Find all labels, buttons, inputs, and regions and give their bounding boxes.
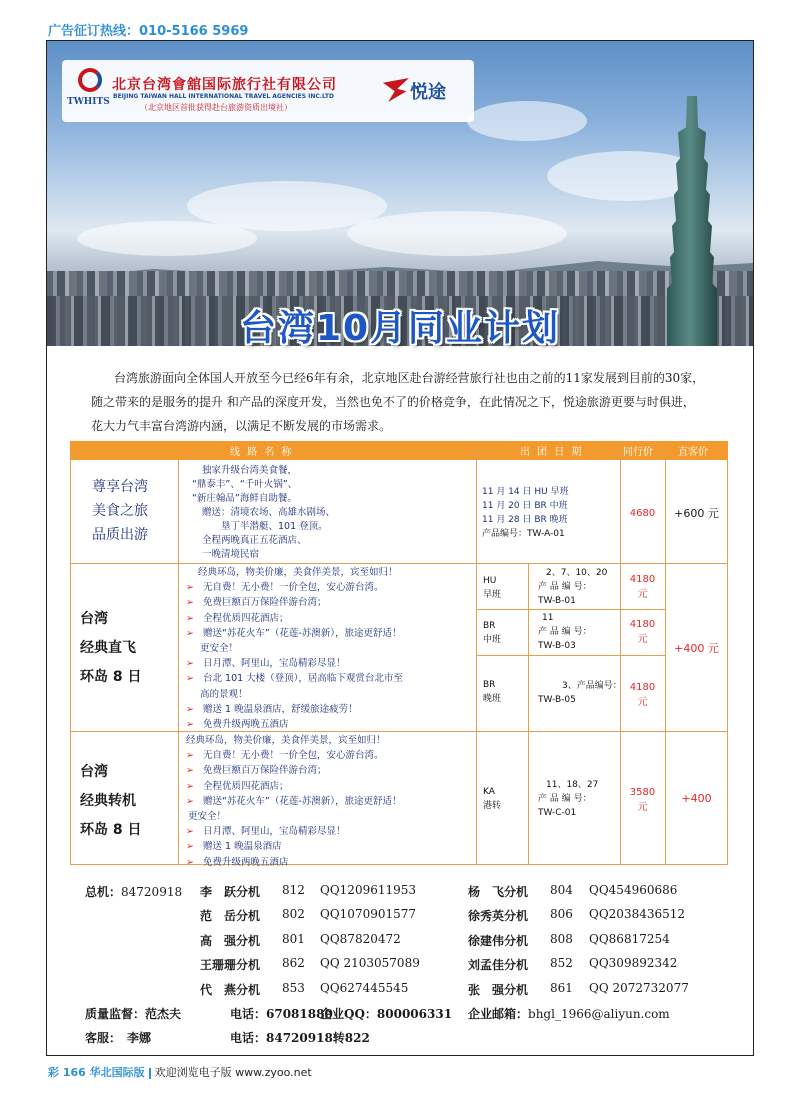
date-line: 11 [542,613,554,623]
contact-ext: 862 [282,956,305,970]
contact-qq: QQ 2103057089 [320,956,420,970]
route-name-line: 尊享台湾 [92,479,148,495]
header-trade-price: 同行价 [623,447,653,458]
trade-price: 4680 [629,508,656,519]
route-name-line: 经典转机 [80,793,136,809]
date-line: 11 月 20 日 BR 中班 [482,501,568,511]
flight-code: BR [483,680,496,690]
header-dates: 出 团 日 期 [520,447,584,458]
feature-line: 无自费！无小费！一价全包，安心游台湾。 [203,582,384,594]
date-line: 11 月 28 日 BR 晚班 [482,515,568,525]
contact-qq: QQ454960686 [589,883,678,897]
date-line: 11 月 14 日 HU 早班 [482,487,569,497]
product-code: 产品编号：TW-A-01 [482,529,565,539]
product-code: TW-B-01 [538,596,576,606]
price-value: 3580 [629,787,656,798]
page-footer [48,1064,312,1080]
dates-br-mid [538,611,592,653]
contact-ext: 852 [550,956,573,970]
flight-slot: 中班 [483,635,502,645]
feature-line: 全程优质四花酒店； [203,780,289,792]
flight-slot: 晚班 [483,694,502,704]
contact-name: 高 强分机 [200,934,261,948]
price-unit: 元 [637,589,648,600]
feature-line: 赠送 1 晚温泉酒店 [203,841,282,853]
quality-phone: 电话：67081880 [230,1007,333,1021]
feature-line: 赠送“苏花火车”（花莲-苏澳新），旅途更舒适！ [203,627,402,639]
feature-line: “新庄翰品”海鲜自助餐。 [192,493,297,504]
trade-price-br-late [620,680,665,710]
feature-line: 赠送“苏花火车”（花莲-苏澳新），旅途更舒适！ [203,795,402,807]
customer-service: 客服： 李娜 [85,1031,152,1045]
contact-name: 代 燕分机 [200,983,261,997]
route-features-transfer: 经典环岛，物美价廉，美食伴美景，宾至如归！ ➢ 无自费！无小费！一价全包，安心游台湾。 ➢ 免费巨额百万保险伴游台湾； ➢ 全程优质四花酒店； ➢ 赠送“苏花火车”（花莲-苏澳新），旅途更舒适！ 更安全！ ➢ 日月潭、阿里山，宝岛精彩尽显！ ➢ 赠送 1 晚温泉酒店 ➢ 免费升级两晚五酒店 [186,735,402,868]
main-label: 总机： [85,885,122,899]
feature-line: 赠送：清境农场、高雄水剧场、 [202,507,336,518]
route-name-line: 经典直飞 [80,640,136,656]
product-code: TW-C-01 [538,808,577,818]
route-name-direct [80,605,142,692]
product-code-label: 3、产品编号： [562,681,622,691]
feature-line: 一晚清境民宿 [202,549,260,560]
date-line: 2、7、10、20 [546,568,608,578]
intro-paragraph [90,366,748,438]
flight-code: HU [483,576,497,586]
feature-line: 免费升级两晚五酒店 [203,856,289,868]
contact-qq: QQ87820472 [320,932,401,946]
dates-hu [538,566,607,608]
trade-price-hu [620,572,665,602]
dates-br-late [538,679,622,707]
feature-line: 经典环岛，物美价廉，美食伴美景，宾至如归！ [198,567,398,578]
contact-ext: 804 [550,883,573,897]
route-dates-gourmet [482,485,569,541]
route-name-line: 台湾 [80,764,108,780]
company-name-en: BEIJING TAIWAN HALL INTERNATIONAL TRAVEL AGENCIES INC.LTD [113,93,334,100]
product-code-label: 产 品 编 号： [538,794,592,804]
contact-name: 杨 飞分机 [468,885,529,899]
product-code-label: 产 品 编 号： [538,582,592,592]
flight-code: KA [483,787,495,797]
feature-line: 全程优质四花酒店； [203,612,289,624]
price-value: 4180 [629,574,656,585]
contact-qq: QQ2038436512 [589,907,686,921]
dates-ka [538,778,598,820]
route-name-gourmet [92,475,148,547]
feature-line: 独家升级台湾美食餐， [202,465,298,476]
feature-line: 经典环岛，物美价廉，美食伴美景，宾至如归！ [186,735,386,746]
contact-qq: QQ1209611953 [320,883,417,897]
flight-code: BR [483,621,496,631]
route-name-line: 品质出游 [92,527,148,543]
contact-left-0 [200,883,260,900]
flight-br-mid [483,619,501,647]
direct-price-transfer: +400 [681,792,712,805]
feature-line: 日月潭、阿里山，宝岛精彩尽显！ [203,826,346,838]
contact-qq: QQ309892342 [589,956,678,970]
contact-name: 范 岳分机 [200,909,261,923]
contact-ext: 801 [282,932,305,946]
feature-line: “鼎泰丰”、“千叶火锅”、 [192,479,298,490]
direct-price: +600 元 [674,507,719,520]
contact-name: 李 跃分机 [200,885,261,899]
quality-supervisor: 质量监督：范杰夫 [85,1007,182,1021]
contact-ext: 802 [282,907,305,921]
route-name-line: 环岛 8 日 [80,822,142,838]
contact-ext: 861 [550,981,573,995]
footer-link[interactable]: 欢迎浏览电子版 www.zyoo.net [154,1066,312,1079]
intro-line: 花大力气丰富台湾游内涵，以满足不断发展的市场需求。 [91,419,392,433]
flight-br-late [483,678,501,706]
feature-line: 免费巨额百万保险伴游台湾； [203,597,327,609]
price-unit: 元 [637,802,648,813]
contact-qq: QQ 2072732077 [589,981,689,995]
main-number: 84720918 [121,885,183,899]
feature-line: 高的景观！ [200,688,248,700]
route-features-gourmet [192,464,335,562]
direct-price-direct: +400 元 [674,642,719,655]
feature-line: 台北 101 大楼（登顶），居高临下观赏台北市至 [203,673,403,685]
company-name-cn: 北京台湾會舘国际旅行社有限公司 [112,77,337,93]
flight-slot: 早班 [483,590,502,600]
company-note: （北京地区首批获得赴台旅游资质出境社） [140,103,292,112]
contact-ext: 812 [282,883,305,897]
product-code: TW-B-03 [538,641,576,651]
contact-name: 张 强分机 [468,983,529,997]
product-code-label: 产 品 编 号： [538,627,592,637]
route-name-line: 环岛 8 日 [80,669,142,685]
feature-line: 免费巨额百万保险伴游台湾； [203,765,327,777]
contact-qq: QQ86817254 [589,932,670,946]
route-name-line: 台湾 [80,611,108,627]
feature-line: 更安全！ [188,811,227,823]
contact-ext: 853 [282,981,305,995]
feature-line: 日月潭、阿里山，宝岛精彩尽显！ [203,658,346,670]
contact-qq: QQ1070901577 [320,907,417,921]
company-logo-icon [78,68,102,92]
flight-slot: 港转 [483,801,502,811]
contact-qq: QQ627445545 [320,981,409,995]
company-abbr: TWHITS [67,97,110,107]
contact-name: 刘孟佳分机 [468,958,529,972]
feature-line: 更安全！ [200,643,239,655]
trade-price-br-mid [620,617,665,647]
intro-line: 台湾旅游面向全体国人开放至今已经6年有余，北京地区赴台游经营旅行社也由之前的11家发展到目前的30家， [114,371,705,385]
flight-ka [483,785,501,813]
page-number: 彩 166 华北国际版 [48,1066,145,1079]
service-phone: 电话：84720918转822 [230,1031,370,1045]
contact-ext: 806 [550,907,573,921]
contact-ext: 808 [550,932,573,946]
price-unit: 元 [637,697,648,708]
feature-line: 免费升级两晚五酒店 [203,719,289,731]
price-value: 4180 [629,619,656,630]
price-value: 4180 [629,682,656,693]
page-title: 台湾10月同业计划 [239,308,561,349]
feature-line: 垦丁半潜艇、101 登顶。 [202,521,328,532]
contact-name: 王珊珊分机 [200,958,261,972]
route-features-direct: 经典环岛，物美价廉，美食伴美景，宾至如归！ ➢ 无自费！无小费！一价全包，安心游台湾。 ➢ 免费巨额百万保险伴游台湾； ➢ 全程优质四花酒店； ➢ 赠送“苏花火车”（花莲-苏澳新），旅途更舒适！ 更安全！ ➢ 日月潭、阿里山，宝岛精彩尽显！ ➢ 台北 101 大楼（登顶），居高临下观赏台北市至 高的景观！ ➢ 赠送 1 晚温泉酒店，舒缓旅途疲劳！ ➢ 免费升级两晚五酒店 [186,567,403,731]
header-route: 线 路 名 称 [230,447,294,458]
partner-brand: 悦途 [410,82,446,103]
trade-price-ka [620,785,665,815]
route-name-line: 美食之旅 [92,503,148,519]
company-qq: 企业QQ：800006331 [320,1007,453,1021]
flight-hu [483,574,501,602]
feature-line: 无自费！无小费！一价全包，安心游台湾。 [203,750,384,762]
date-line: 11、18、27 [546,780,599,790]
contact-name: 徐建伟分机 [468,934,529,948]
ad-hotline: 广告征订热线：010-5166 5969 [48,24,249,39]
intro-line: 随之带来的是服务的提升 和产品的深度开发，当然也免不了的价格竞争，在此情况之下，悦途旅游更要与时俱进， [91,395,695,409]
route-name-transfer [80,758,142,845]
email-link[interactable]: bhgl_1966@aliyun.com [528,1007,670,1021]
feature-line: 赠送 1 晚温泉酒店，舒缓旅途疲劳！ [203,703,358,715]
header-direct-price: 直客价 [678,447,708,458]
feature-line: 全程两晚真正五花酒店、 [202,535,307,546]
price-unit: 元 [637,634,648,645]
product-code: TW-B-05 [538,695,576,705]
contact-name: 徐秀英分机 [468,909,529,923]
email-label: 企业邮箱： [468,1007,529,1021]
